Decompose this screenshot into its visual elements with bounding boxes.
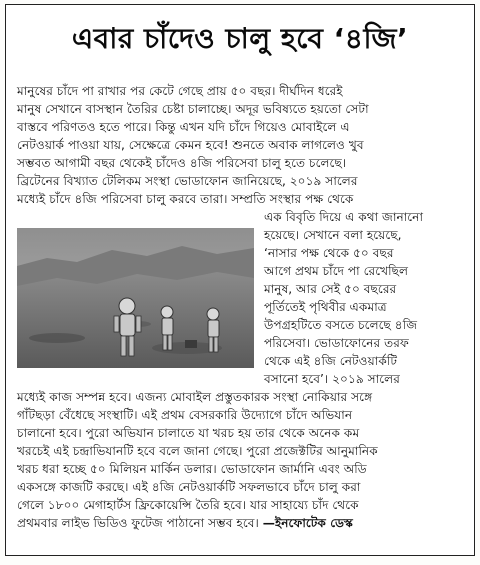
body-line: মানুষ সেখানে বাসস্থান তৈরির চেষ্টা চালাচ্ছে। অদূর ভবিষ্যতে হয়তো সেটা (17, 102, 369, 116)
body-line: মানুষের চাঁদে পা রাখার পর কেটে গেছে প্রায় ৫০ বছর। দীর্ঘদিন ধরেই (17, 84, 343, 98)
body-line: মধ্যেই চাঁদে ৪জি পরিসেবা চালু করবে তারা। সম্প্রতি সংস্থার পক্ষ থেকে (17, 192, 354, 206)
body-line: পূর্তিতেই পৃথিবীর একমাত্র (264, 300, 387, 314)
final-line (17, 514, 467, 532)
body-line: গেলে ১৮০০ মেগাহার্টস ফ্রিকোয়েন্সি তৈরি হবে। যার সাহায্যে চাঁদ থেকে (17, 498, 359, 512)
body-line: খরচ ধরা হচ্ছে ৫০ মিলিয়ন মার্কিন ডলার। ভোডাফোন জার্মানি এবং অডি (17, 462, 367, 476)
astronaut-figure (161, 306, 173, 350)
body-line: খরচেই এই চন্দ্রাভিযানটি হবে বলে জানা গেছে। পুরো প্রজেক্টটির আনুমানিক (17, 444, 378, 458)
astronaut-figure (207, 308, 219, 352)
body-line: থেকে এই ৪জি নেটওয়ার্কটি (264, 354, 397, 368)
body-line: একসঙ্গে কাজটি করছে। এই ৪জি নেটওয়ার্কটি সফলভাবে চাঁদে চালু করা (17, 480, 361, 494)
body-line: মানুষ, আর সেই ৫০ বছরের (264, 282, 397, 296)
body-line: গাঁটছড়া বেঁধেছে সংস্থাটি। এই প্রথম বেসরকারি উদ্যোগে চাঁদে অভিযান (17, 408, 353, 422)
body-line: চালানো হবে। পুরো অভিযান চালাতে যা খরচ হয় তার থেকে অনেক কম (17, 426, 360, 440)
body-line: ‘নাসার পক্ষ থেকে ৫০ বছর (264, 246, 394, 260)
body-line: মধ্যেই কাজ সম্পন্ন হবে। এজন্য মোবাইল প্রস্তুতকারক সংস্থা নোকিয়ার সঙ্গে (17, 390, 373, 404)
final-line-text: প্রথমবার লাইভ ভিডিও ফুটেজ পাঠানো সম্ভব হবে। (17, 516, 259, 530)
body-line: পরিসেবা। ভোডাফোনের তরফ (264, 336, 409, 350)
body-line: এক বিবৃতি দিয়ে এ কথা জানানো (264, 210, 423, 224)
body-line: হয়েছে। সেখানে বলা হয়েছে, (264, 228, 402, 242)
body-line: উপগ্রহটিতে বসতে চলেছে ৪জি (264, 318, 418, 332)
body-line: নেটওয়ার্ক পাওয়া যায়, সেক্ষেত্রে কেমন হবে! শুনতে অবাক লাগলেও খুব (17, 138, 364, 152)
astronauts-photo (17, 228, 254, 368)
body-line: ব্রিটেনের বিখ্যাত টেলিকম সংস্থা ভোডাফোন জানিয়েছে, ২০১৯ সালের (17, 174, 358, 188)
body-line: সম্ভবত আগামী বছর থেকেই চাঁদেও ৪জি পরিসেবা চালু হতে চলেছে। (17, 156, 347, 170)
byline: —ইনফোটেক ডেস্ক (262, 516, 353, 530)
body-line: বসানো হবে’। ২০১৯ সালের (264, 372, 400, 386)
newspaper-clipping (5, 4, 475, 556)
body-line: বাস্তবে পরিণতও হতে পারে। কিন্তু এখন যদি চাঁদে গিয়েও মোবাইলে এ (17, 120, 350, 134)
body-line: আগে প্রথম চাঁদে পা রেখেছিল (264, 264, 409, 278)
headline: এবার চাঁদেও চালু হবে ‘৪জি’ (71, 22, 409, 55)
